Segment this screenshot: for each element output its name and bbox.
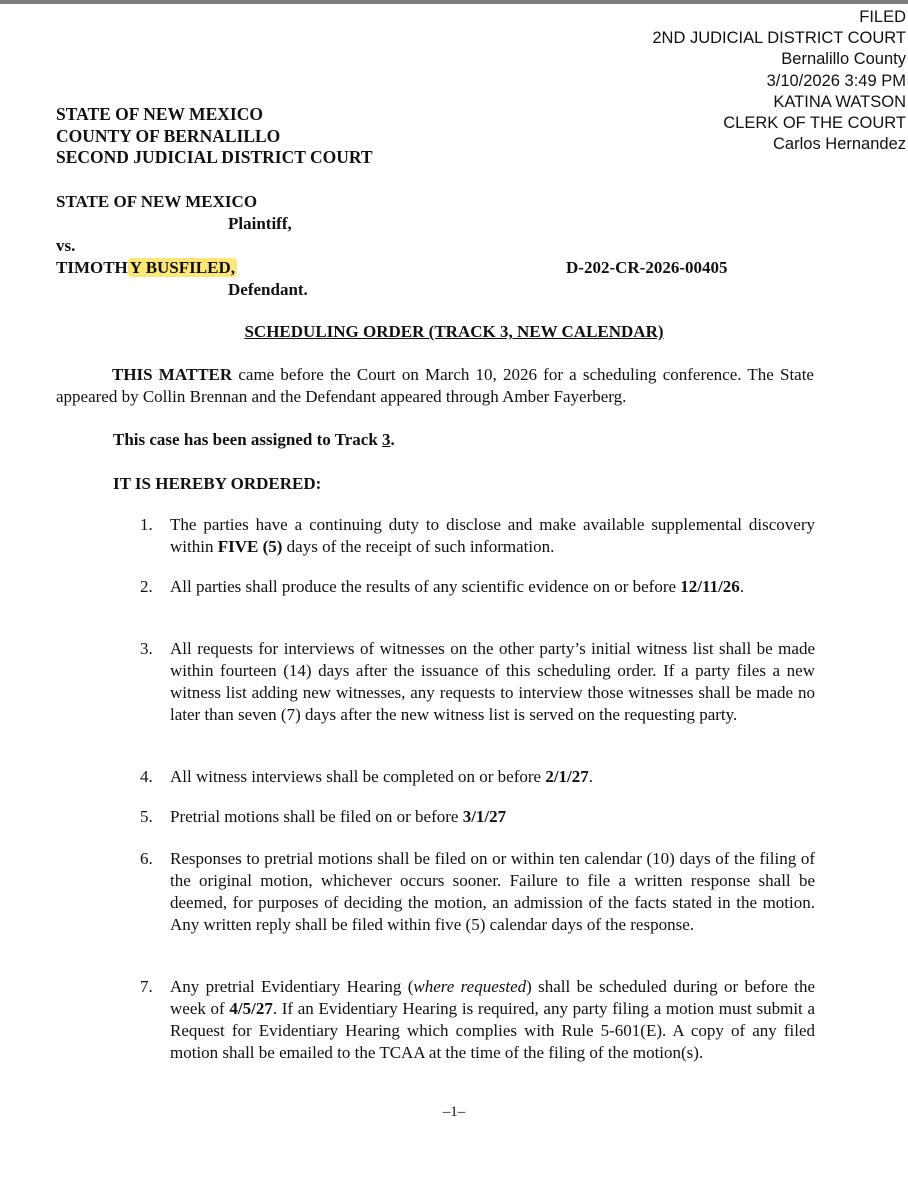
item-emphasis: 3/1/27 xyxy=(462,807,507,826)
list-item xyxy=(140,976,815,1064)
plaintiff-role: Plaintiff, xyxy=(228,214,292,233)
order-title: SCHEDULING ORDER (TRACK 3, NEW CALENDAR) xyxy=(244,322,664,341)
court-state: STATE OF NEW MEXICO xyxy=(56,104,263,124)
item-text-part: The parties have a continuing duty to disclose and make available supplemental discovery within xyxy=(170,515,815,556)
filed-court: 2ND JUDICIAL DISTRICT COURT xyxy=(652,29,906,48)
item-number: 4. xyxy=(140,767,153,786)
item-text xyxy=(170,766,815,788)
filing-stamp xyxy=(652,7,906,155)
list-item xyxy=(140,766,815,788)
item-text xyxy=(170,976,815,1064)
item-text-part: All parties shall produce the results of any scientific evidence on or before xyxy=(170,577,681,596)
item-text-part: ) shall be scheduled during or before the week of xyxy=(170,977,815,1018)
defendant-name xyxy=(56,258,237,278)
top-border xyxy=(0,0,908,4)
filed-county: Bernalillo County xyxy=(781,50,906,69)
item-text-part: All requests for interviews of witnesses on the other party’s initial witness list shall be made within fourteen (14) days after the issuance of this scheduling order. If a party files a new witness list adding new witnesses, any requests to interview those witnesses shall be made no later than seven (7) days after the new witness list is served on the requesting party. xyxy=(170,639,815,724)
item-text-part: . xyxy=(588,767,594,786)
case-number: D-202-CR-2026-00405 xyxy=(566,258,728,277)
filed-label: FILED xyxy=(859,8,906,26)
item-text xyxy=(170,806,815,828)
item-number: 6. xyxy=(140,849,153,868)
court-header xyxy=(56,104,373,169)
item-number: 2. xyxy=(140,577,153,596)
item-number: 3. xyxy=(140,639,153,658)
item-text xyxy=(170,638,815,726)
item-text-part: . xyxy=(739,577,745,596)
item-text-part: Pretrial motions shall be filed on or before xyxy=(170,807,463,826)
intro-paragraph xyxy=(56,364,814,408)
item-number: 5. xyxy=(140,807,153,826)
list-item xyxy=(140,806,815,828)
court-name: SECOND JUDICIAL DISTRICT COURT xyxy=(56,147,373,167)
track-number: 3 xyxy=(382,430,391,449)
track-before: This case has been assigned to Track xyxy=(113,430,383,449)
filed-datetime: 3/10/2026 3:49 PM xyxy=(766,71,906,90)
defendant-name-start: TIMOTH xyxy=(56,258,128,277)
track-assignment xyxy=(113,430,395,450)
item-emphasis: FIVE (5) xyxy=(217,537,283,556)
filed-clerk-name: KATINA WATSON xyxy=(773,92,906,111)
item-emphasis: 2/1/27 xyxy=(545,767,589,786)
highlighted-defendant-name: Y BUSFILED, xyxy=(129,258,235,277)
plaintiff-name: STATE OF NEW MEXICO xyxy=(56,192,258,211)
list-item xyxy=(140,514,815,558)
ordered-heading: IT IS HEREBY ORDERED: xyxy=(113,474,322,493)
item-text xyxy=(170,514,815,558)
list-item xyxy=(140,576,815,598)
defendant-role: Defendant. xyxy=(228,280,308,299)
list-item xyxy=(140,638,815,726)
item-text-part: All witness interviews shall be completed on or before xyxy=(170,767,546,786)
intro-lead: THIS MATTER xyxy=(112,365,233,384)
page-number: –1– xyxy=(442,1104,466,1120)
item-emphasis: 12/11/26 xyxy=(680,577,740,596)
item-number: 1. xyxy=(140,515,153,534)
list-item xyxy=(140,848,815,936)
intro-text: came before the Court on March 10, 2026 for a scheduling conference. The State appeared by Collin Brennan and the Defendant appeared through Amber Fayerberg. xyxy=(56,365,814,406)
item-text-part: Responses to pretrial motions shall be filed on or within ten calendar (10) days of the filing of the original motion, whichever occurs sooner. Failure to file a written response shall be deemed, for purposes of deciding the motion, an admission of the facts stated in the motion. Any written reply shall be filed within five (5) calendar days of the response. xyxy=(170,849,815,934)
item-text xyxy=(170,848,815,936)
versus: vs. xyxy=(56,236,76,255)
item-italic: where requested xyxy=(413,977,527,996)
filed-clerk-title: CLERK OF THE COURT xyxy=(723,114,906,133)
item-number: 7. xyxy=(140,977,153,996)
item-text-part: . If an Evidentiary Hearing is required, any party filing a motion must submit a Request for Evidentiary Hearing which complies with Rule 5-601(E). A copy of any filed motion shall be emailed to the TCAA at the time of the filing of the motion(s). xyxy=(170,999,815,1062)
item-text-part: Any pretrial Evidentiary Hearing ( xyxy=(170,977,414,996)
track-after: . xyxy=(390,430,395,449)
court-county: COUNTY OF BERNALILLO xyxy=(56,125,281,146)
item-emphasis: 4/5/27 xyxy=(229,999,273,1018)
filed-deputy: Carlos Hernandez xyxy=(773,135,906,154)
item-text xyxy=(170,576,815,598)
item-text-part: days of the receipt of such information. xyxy=(282,537,555,556)
